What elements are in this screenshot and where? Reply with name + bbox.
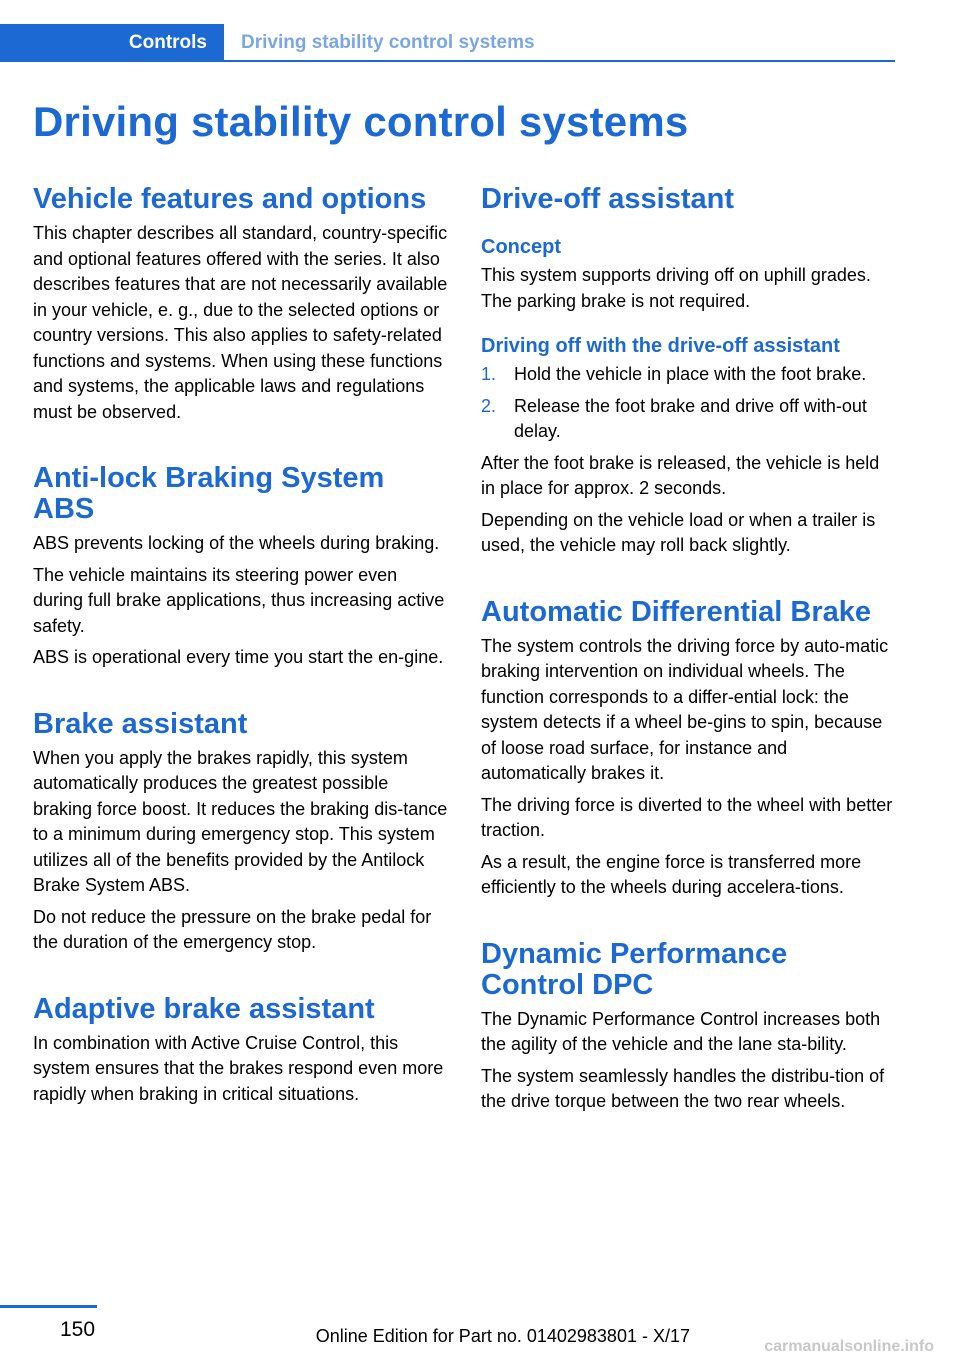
step-number: 1. [481, 364, 497, 384]
adb-p1: The system controls the driving force by auto‐matic braking intervention on individual wheels. The function corresponds to a differ‐ential lock: the system detects if a wheel be‐gins to spin, because of loose road surface, for instance and automatically brakes it. [481, 635, 889, 783]
dpc-heading: Dynamic Performance Control DPC [481, 937, 788, 1001]
drive-off-heading: Drive-off assistant [481, 183, 735, 215]
adb-p2: The driving force is diverted to the wheel with better traction. [481, 794, 893, 840]
page-title: Driving stability control systems [33, 98, 689, 145]
brake-assistant-heading: Brake assistant [33, 707, 248, 740]
page-header [0, 24, 895, 62]
abs-p1: ABS prevents locking of the wheels during braking. [33, 533, 440, 553]
dpc-p1: The Dynamic Performance Control increases both the agility of the vehicle and the lane sta‐bility. [481, 1008, 881, 1054]
list-item [481, 362, 897, 388]
edition-text: Online Edition for Part no. 01402983801 - X/17 [315, 1326, 690, 1346]
abs-heading: Anti-lock Braking System ABS [33, 462, 385, 525]
chapter-tab: Controls [0, 24, 224, 62]
header-rule [0, 60, 895, 62]
list-item [481, 394, 897, 445]
right-column [481, 184, 897, 1121]
step-number: 2. [481, 395, 497, 416]
adaptive-brake-p1: In combination with Active Cruise Control, this system ensures that the brakes respond even more rapidly when braking in critical situations. [33, 1032, 444, 1104]
adb-p3: As a result, the engine force is transferred more efficiently to the wheels during accelera‐tions. [481, 851, 862, 897]
page-number: 150 [60, 1318, 96, 1341]
drive-off-p2: Depending on the vehicle load or when a trailer is used, the vehicle may roll back slightly. [481, 509, 876, 555]
drive-off-p1: After the foot brake is released, the vehicle is held in place for approx. 2 seconds. [481, 452, 880, 498]
adb-heading: Automatic Differential Brake [481, 595, 871, 628]
concept-body: This system supports driving off on uphill grades. The parking brake is not required. [481, 265, 871, 311]
adaptive-brake-heading: Adaptive brake assistant [33, 992, 375, 1025]
abs-p2: The vehicle maintains its steering power even during full brake applications, thus increasing active safety. [33, 564, 445, 636]
step-text: Release the foot brake and drive off with‐out delay. [514, 395, 867, 441]
section-tab: Driving stability control systems [241, 32, 535, 53]
procedure-heading: Driving off with the drive-off assistant [481, 335, 840, 357]
vehicle-features-body: This chapter describes all standard, country-specific and optional features offered with the series. It also describes features that are not necessarily available in your vehicle, e. g., due to the selected options or country versions. This also applies to safety-related functions and systems. When using these functions and systems, the applicable laws and regulations must be observed. [33, 223, 448, 422]
vehicle-features-heading: Vehicle features and options [33, 183, 427, 215]
footer-rule [0, 1305, 97, 1308]
concept-heading: Concept [481, 236, 561, 258]
watermark: carmanualsonline.info [764, 1338, 934, 1355]
brake-assistant-p1: When you apply the brakes rapidly, this system automatically produces the greatest possible braking force boost. It reduces the braking dis‐tance to a minimum during emergency stop. This system utilizes all of the benefits provided by the Antilock Brake System ABS. [33, 747, 448, 895]
step-text: Hold the vehicle in place with the foot brake. [514, 364, 867, 384]
dpc-p2: The system seamlessly handles the distribu‐tion of the drive torque between the two rear wheels. [481, 1065, 885, 1111]
left-column [33, 184, 449, 1113]
procedure-steps [481, 362, 897, 445]
brake-assistant-p2: Do not reduce the pressure on the brake pedal for the duration of the emergency stop. [33, 906, 432, 952]
abs-p3: ABS is operational every time you start the en‐gine. [33, 647, 444, 667]
